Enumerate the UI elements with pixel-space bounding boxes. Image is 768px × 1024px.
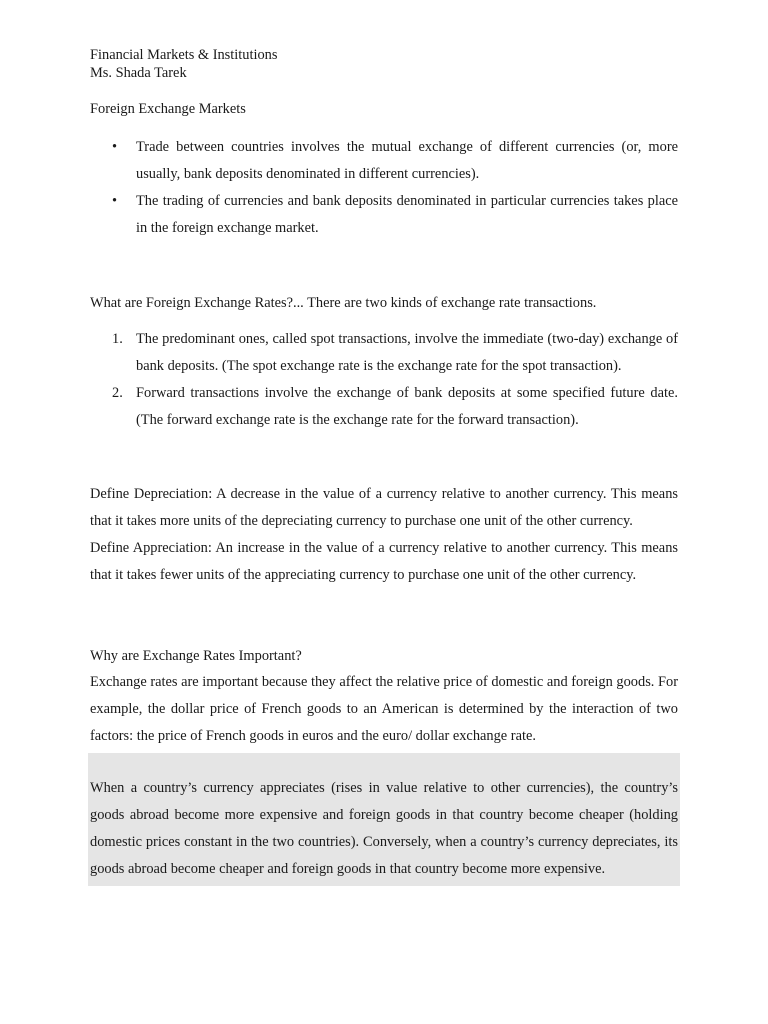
list-item: [90, 380, 678, 434]
list-text: The predominant ones, called spot transactions, involve the immediate (two-day) exchange of bank deposits. (The spot exchange rate is the exchange rate for the spot transaction).: [136, 331, 678, 374]
numbered-list: [90, 326, 678, 434]
exchange-rates-intro: What are Foreign Exchange Rates?... There are two kinds of exchange rate transactions.: [90, 295, 597, 311]
bullet-text: Trade between countries involves the mutual exchange of different currencies (or, more usually, bank deposits denominated in different currencies).: [136, 139, 678, 182]
bullet-item: [90, 134, 678, 188]
bullet-text: The trading of currencies and bank deposits denominated in particular currencies takes place in the foreign exchange market.: [136, 193, 678, 236]
instructor-name: Ms. Shada Tarek: [90, 65, 187, 81]
depreciation-definition: Define Depreciation: A decrease in the value of a currency relative to another currency. This means that it takes more units of the depreciating currency to purchase one unit of the other currency.: [90, 486, 678, 529]
bullet-marker: •: [112, 193, 118, 209]
importance-question: Why are Exchange Rates Important?: [90, 648, 302, 664]
highlight-paragraph: When a country’s currency appreciates (rises in value relative to other currencies), the country’s goods abroad become more expensive and foreign goods in that country become cheaper (holding domestic prices constant in the two countries). Conversely, when a country’s currency depreciates, its goods abroad become cheaper and foreign goods in that country become more expensive.: [90, 780, 678, 877]
bullet-marker: •: [112, 139, 118, 155]
bullet-item: [90, 188, 678, 242]
list-text: Forward transactions involve the exchange of bank deposits at some specified future date. (The forward exchange rate is the exchange rate for the forward transaction).: [136, 385, 678, 428]
section-title-foreign-exchange-markets: Foreign Exchange Markets: [90, 101, 246, 117]
list-number: 2.: [112, 385, 123, 401]
bullet-list: [90, 134, 678, 242]
importance-paragraph: Exchange rates are important because they affect the relative price of domestic and foreign goods. For example, the dollar price of French goods to an American is determined by the interaction of two factors: the price of French goods in euros and the euro/ dollar exchange rate.: [90, 674, 678, 744]
appreciation-definition: Define Appreciation: An increase in the value of a currency relative to another currency. This means that it takes fewer units of the appreciating currency to purchase one unit of the other currency.: [90, 540, 678, 583]
list-item: [90, 326, 678, 380]
course-title: Financial Markets & Institutions: [90, 47, 278, 63]
list-number: 1.: [112, 331, 123, 347]
